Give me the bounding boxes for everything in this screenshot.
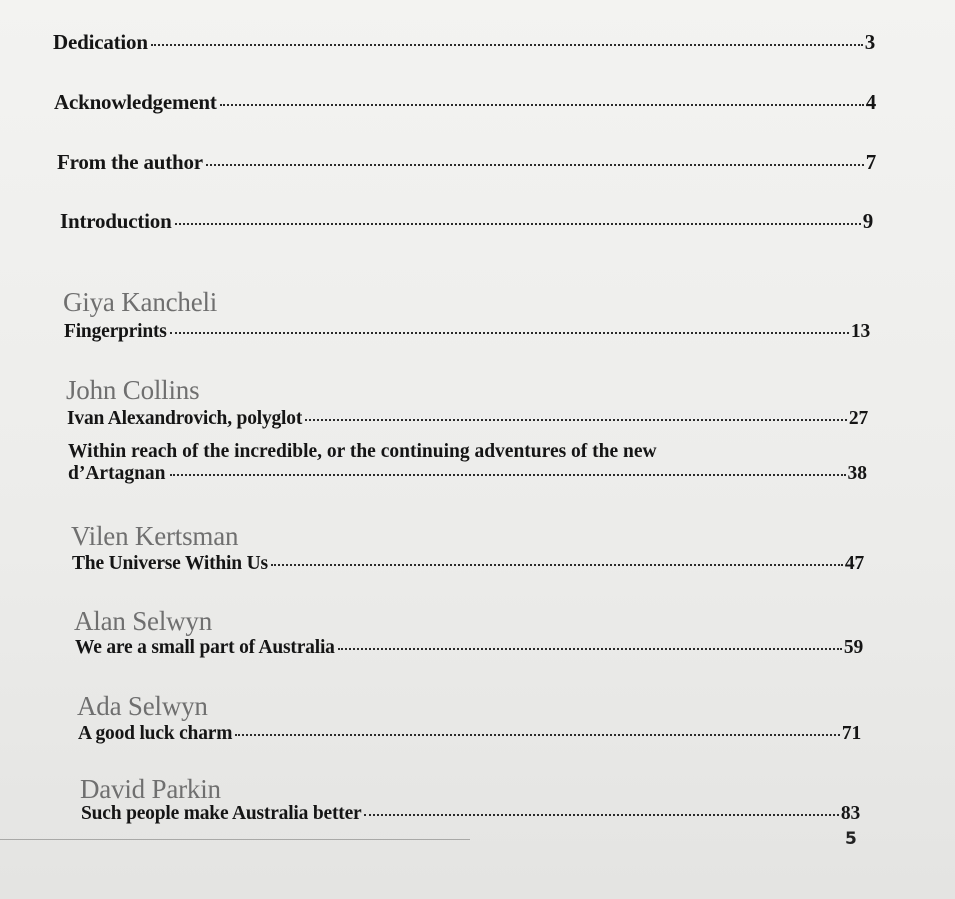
toc-entry-label-line2: d’Artagnan: [68, 463, 166, 485]
toc-entry-label: Dedication: [53, 30, 148, 54]
toc-entry-story-multiline: [68, 441, 867, 486]
author-name: Vilen Kertsman: [71, 521, 239, 551]
toc-entry-page: 38: [847, 463, 867, 485]
dot-leader: [338, 648, 842, 650]
toc-entry-label: We are a small part of Australia: [75, 637, 335, 658]
dot-leader: [170, 474, 846, 476]
toc-entry-label: Ivan Alexandrovich, polyglot: [67, 408, 303, 429]
toc-entry-label: Introduction: [60, 209, 172, 233]
toc-entry-acknowledgement: [54, 90, 876, 114]
author-name: Giya Kancheli: [63, 287, 218, 317]
toc-entry-line2: [68, 463, 867, 485]
toc-entry-from-the-author: [57, 150, 876, 174]
toc-entry-label: Fingerprints: [64, 321, 167, 342]
toc-entry-page: 4: [865, 90, 876, 114]
author-name: Ada Selwyn: [77, 691, 208, 721]
toc-entry-story: [78, 723, 861, 745]
toc-entry-introduction: [60, 209, 873, 233]
toc-entry-dedication: [53, 30, 875, 54]
toc-entry-page: 59: [843, 637, 863, 658]
toc-entry-page: 83: [840, 803, 860, 824]
author-name: John Collins: [66, 375, 200, 405]
toc-entry-story: [67, 408, 868, 430]
toc-entry-label: A good luck charm: [78, 723, 233, 744]
toc-entry-label: The Universe Within Us: [72, 553, 268, 574]
dot-leader: [305, 419, 847, 421]
dot-leader: [235, 734, 840, 736]
toc-entry-page: 47: [844, 553, 864, 574]
toc-entry-page: 3: [864, 30, 875, 54]
toc-entry-label: From the author: [57, 150, 203, 174]
toc-entry-story: [75, 637, 863, 659]
toc-entry-label-line1: Within reach of the incredible, or the continuing adventures of the new: [68, 441, 657, 462]
toc-entry-page: 71: [841, 723, 861, 744]
author-name: Alan Selwyn: [74, 606, 213, 636]
toc-entry-label: Acknowledgement: [54, 90, 217, 114]
dot-leader: [206, 164, 864, 166]
toc-entry-page: 7: [865, 150, 876, 174]
dot-leader: [271, 564, 843, 566]
author-name: David Parkin: [80, 774, 221, 804]
dot-leader: [364, 814, 838, 816]
page-number: 5: [845, 829, 857, 849]
toc-entry-story: [81, 803, 860, 825]
footer-rule: [0, 839, 470, 840]
toc-entry-label: Such people make Australia better: [81, 803, 362, 824]
dot-leader: [151, 44, 863, 46]
dot-leader: [170, 332, 849, 334]
dot-leader: [175, 223, 861, 225]
toc-entry-page: 13: [850, 321, 870, 342]
toc-entry-page: 27: [848, 408, 868, 429]
dot-leader: [220, 104, 864, 106]
toc-entry-story: [72, 553, 864, 575]
toc-entry-page: 9: [862, 209, 873, 233]
toc-entry-story: [64, 321, 870, 343]
